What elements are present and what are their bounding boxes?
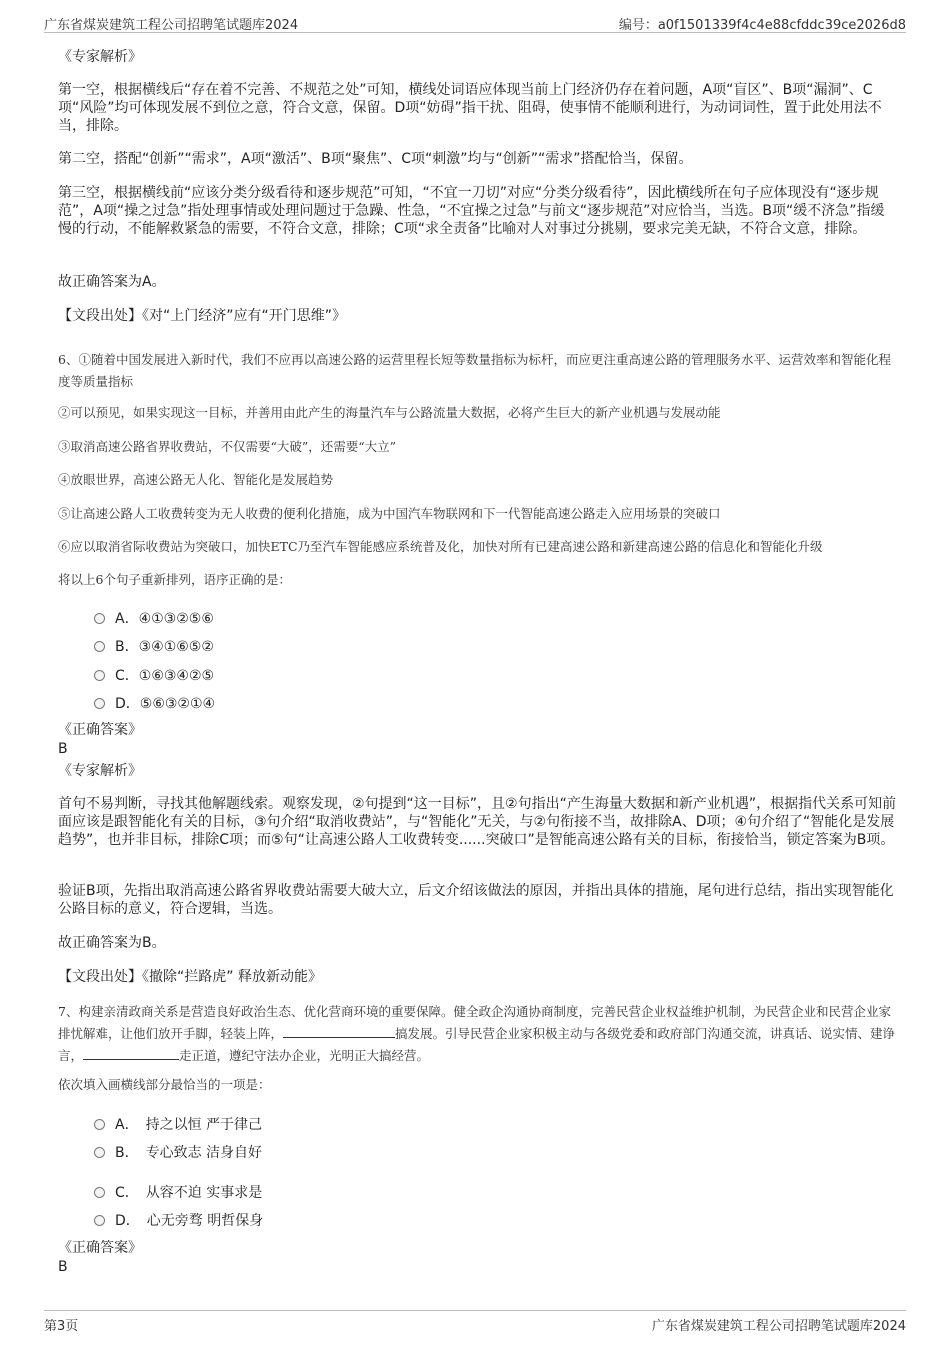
page-number: 第3页 <box>44 1319 79 1334</box>
q6-conclusion: 故正确答案为B。 <box>58 935 166 951</box>
q6-option-a[interactable]: A．④①③②⑤⑥ <box>94 608 214 628</box>
q5-source: 【文段出处】《对“上门经济”应有“开门思维”》 <box>58 308 347 324</box>
radio-icon[interactable] <box>94 641 105 652</box>
q5-analysis-p3: 第三空，根据横线前“应该分类分级看待和逐步规范”可知，“不宜一刀切”对应“分类分级看待”，因此横线所在句子应体现没有“逐步规范”，A项“操之过急”指处理事情或处理问题过于急躁、性急，“不宜操之过急”与前文“逐步规范”对应恰当，当选。B项“缓不济急”指缓慢的行动，不能解救紧急的需要，不符合文意，排除；C项“求全责备”比喻对人对事过分挑剔，要求完美无缺，不符合文意，排除。 <box>58 185 885 237</box>
page-footer <box>44 1310 906 1333</box>
radio-icon[interactable] <box>94 613 105 624</box>
header-title: 广东省煤炭建筑工程公司招聘笔试题库2024 <box>44 18 299 33</box>
footer-title: 广东省煤炭建筑工程公司招聘笔试题库2024 <box>651 1319 906 1334</box>
q6-sentence-1: 6、①随着中国发展进入新时代，我们不应再以高速公路的运营里程长短等数量指标为标杆，而应更注重高速公路的管理服务水平、运营效率和智能化程度等质量指标 <box>58 352 891 389</box>
q6-sentence-5: ⑤让高速公路人工收费转变为无人收费的便利化措施，成为中国汽车物联网和下一代智能高速公路走入应用场景的突破口 <box>58 506 721 521</box>
q6-sentence-3: ③取消高速公路省界收费站，不仅需要“大破”，还需要“大立” <box>58 439 397 454</box>
fill-blank-1 <box>283 1036 395 1038</box>
q5-analysis-title: 《专家解析》 <box>58 49 142 65</box>
q6-source: 【文段出处】《撤除“拦路虎” 释放新动能》 <box>58 969 322 985</box>
q7-answer: B <box>58 1259 68 1275</box>
q6-sentence-2: ②可以预见，如果实现这一目标，并善用由此产生的海量汽车与公路流量大数据，必将产生巨大的新产业机遇与发展动能 <box>58 405 721 420</box>
radio-icon[interactable] <box>94 670 105 681</box>
radio-icon[interactable] <box>94 1147 105 1158</box>
q5-analysis-p2: 第二空，搭配“创新”“需求”，A项“激活”、B项“聚焦”、C项“刺激”均与“创新”“需求”搭配恰当，保留。 <box>58 151 693 167</box>
page-header <box>44 12 906 33</box>
q6-analysis-p1: 首句不易判断，寻找其他解题线索。观察发现，②句提到“这一目标”，且②句指出“产生海量大数据和新产业机遇”，根据指代关系可知前面应该是跟智能化有关的目标，③句介绍“取消收费站”，与“智能化”无关，与②句衔接不当，故排除A、D项；④句介绍了“智能化是发展趋势”，也并非目标，排除C项；而⑤句“让高速公路人工收费转变......突破口”是智能高速公路有关的目标，衔接恰当，锁定答案为B项。 <box>58 796 897 848</box>
fill-blank-2 <box>83 1058 179 1060</box>
radio-icon[interactable] <box>94 1215 105 1226</box>
radio-icon[interactable] <box>94 698 105 709</box>
q7-answer-title: 《正确答案》 <box>58 1240 142 1256</box>
q7-option-a[interactable]: A． 持之以恒 严于律己 <box>94 1114 262 1134</box>
document-code: 编号：a0f1501339f4c4e88cfddc39ce2026d8 <box>618 18 906 33</box>
q6-prompt: 将以上6个句子重新排列，语序正确的是： <box>58 572 291 587</box>
q7-passage: 7、构建亲清政商关系是营造良好政治生态、优化营商环境的重要保障。健全政企沟通协商制度，完善民营企业权益维护机制，为民营企业和民营企业家排忧解难，让他们放开手脚，轻装上阵， 搞发展。引导民营企业家积极主动与各级党委和政府部门沟通交流，讲真话、说实情、建诤言， 走正道，遵纪守法办企业，光明正大搞经营。 <box>58 1004 896 1063</box>
q6-answer-title: 《正确答案》 <box>58 722 142 738</box>
q7-option-d[interactable]: D． 心无旁骛 明哲保身 <box>94 1210 263 1230</box>
q6-sentence-4: ④放眼世界，高速公路无人化、智能化是发展趋势 <box>58 472 334 487</box>
q6-option-d[interactable]: D．⑤⑥③②①④ <box>94 693 215 713</box>
q6-analysis-title: 《专家解析》 <box>58 763 142 779</box>
q6-option-c[interactable]: C．①⑥③④②⑤ <box>94 665 214 685</box>
q5-analysis-p1: 第一空，根据横线后“存在着不完善、不规范之处”可知，横线处词语应体现当前上门经济仍存在着问题，A项“盲区”、B项“漏洞”、C项“风险”均可体现发展不到位之意，符合文意，保留。D项“妨碍”指干扰、阻碍，使事情不能顺利进行，为动词词性，置于此处用法不当，排除。 <box>58 82 882 134</box>
q7-option-c[interactable]: C． 从容不迫 实事求是 <box>94 1182 262 1202</box>
q7-option-b[interactable]: B． 专心致志 洁身自好 <box>94 1142 262 1162</box>
radio-icon[interactable] <box>94 1119 105 1130</box>
q6-analysis-p2: 验证B项，先指出取消高速公路省界收费站需要大破大立，后文介绍该做法的原因，并指出具体的措施，尾句进行总结，指出实现智能化公路目标的意义，符合逻辑，当选。 <box>58 883 894 917</box>
q6-sentence-6: ⑥应以取消省际收费站为突破口，加快ETC乃至汽车智能感应系统普及化，加快对所有已建高速公路和新建高速公路的信息化和智能化升级 <box>58 539 823 554</box>
q5-conclusion: 故正确答案为A。 <box>58 274 166 290</box>
q7-prompt: 依次填入画横线部分最恰当的一项是： <box>58 1077 271 1092</box>
q6-option-b[interactable]: B．③④①⑥⑤② <box>94 636 214 656</box>
q6-answer: B <box>58 741 68 757</box>
radio-icon[interactable] <box>94 1187 105 1198</box>
